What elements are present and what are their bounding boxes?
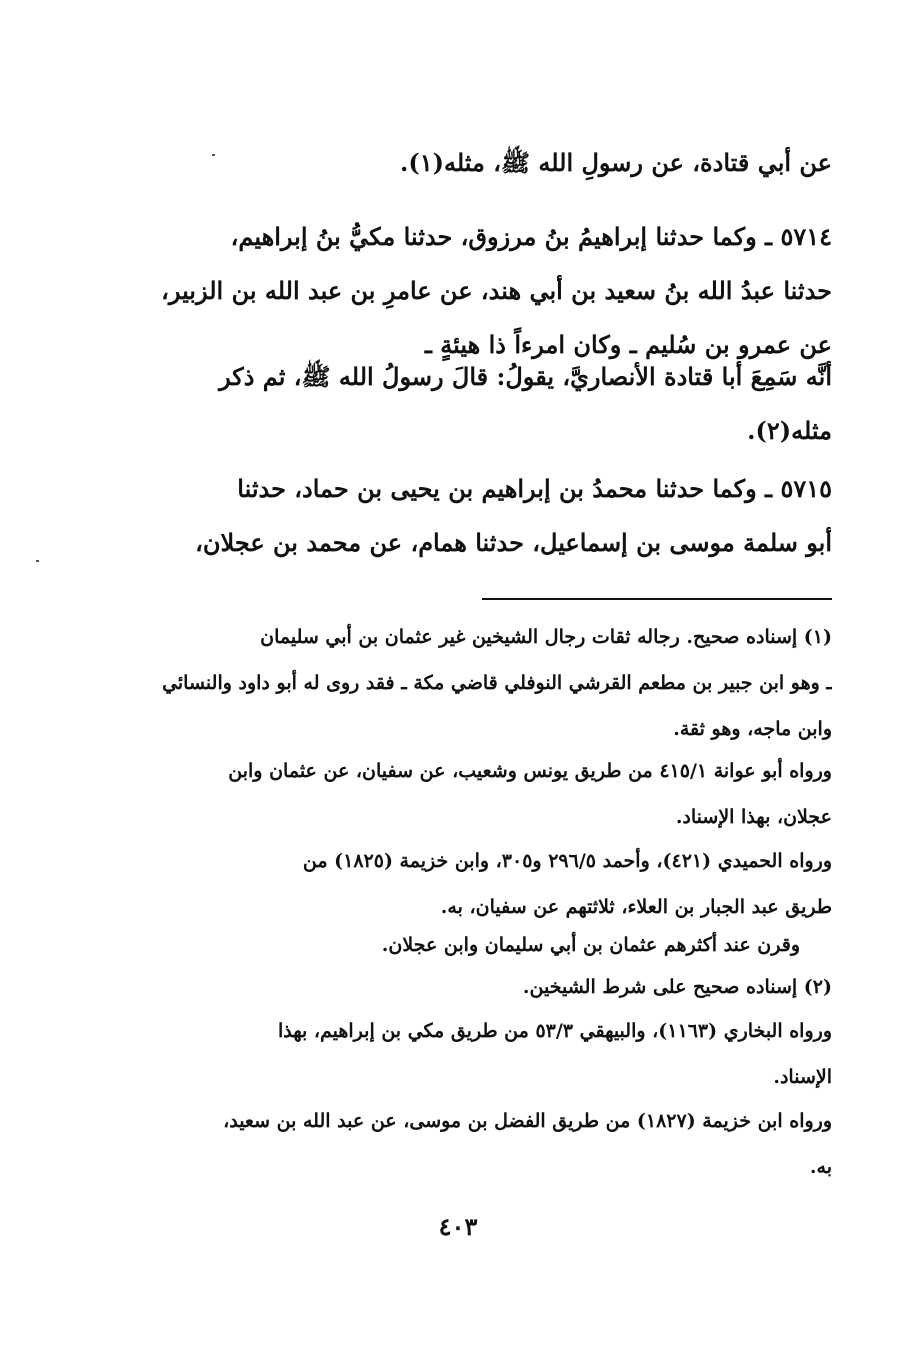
footnote-line: (١) إسناده صحيح. رجاله ثقات رجال الشيخين غير عثمان بن أبي سليمان <box>260 626 832 648</box>
page-number: ٤٠٣ <box>438 1212 478 1241</box>
hadith-5714-isnad <box>130 210 832 372</box>
footnote-line: طريق عبد الجبار بن العلاء، ثلاثتهم عن سفيان، به. <box>440 896 832 918</box>
text-line: عن أبي قتادة، عن رسولِ الله ﷺ، مثله(١). <box>400 148 832 177</box>
scan-speck <box>212 154 215 156</box>
scan-speck <box>36 560 39 562</box>
footnote-line: ورواه أبو عوانة ٤١٥/١ من طريق يونس وشعيب، عن سفيان، عن عثمان وابن <box>228 760 832 782</box>
footnote-2-paragraph-1 <box>130 964 832 1010</box>
footnote-line: به. <box>809 1156 832 1178</box>
footnote-1-paragraph-1 <box>130 614 832 752</box>
text-line: ٥٧١٥ ـ وكما حدثنا محمدُ بن إبراهيم بن يحيى بن حماد، حدثنا <box>237 474 832 503</box>
footnote-line: عجلان، بهذا الإسناد. <box>675 806 832 828</box>
text-line: أنَّه سَمِعَ أبا قتادة الأنصاريَّ، يقولُ: قالَ رسولُ الله ﷺ، ثم ذكر <box>219 362 832 391</box>
hadith-5714-matn <box>130 350 832 458</box>
text-line: ٥٧١٤ ـ وكما حدثنا إبراهيمُ بنُ مرزوق، حدثنا مكيُّ بنُ إبراهيم، <box>230 222 832 251</box>
footnote-separator <box>482 598 832 600</box>
hadith-5715-isnad <box>130 462 832 570</box>
footnote-1-paragraph-4 <box>130 922 800 968</box>
text-line: أبو سلمة موسى بن إسماعيل، حدثنا همام، عن محمد بن عجلان، <box>195 528 832 557</box>
footnote-line: ورواه البخاري (١١٦٣)، والبيهقي ٥٣/٣ من طريق مكي بن إبراهيم، بهذا <box>277 1020 832 1042</box>
footnote-line: ورواه ابن خزيمة (١٨٢٧) من طريق الفضل بن موسى، عن عبد الله بن سعيد، <box>223 1110 832 1132</box>
footnote-2-paragraph-3 <box>130 1098 832 1190</box>
text-line: حدثنا عبدُ الله بنُ سعيد بن أبي هند، عن عامرِ بن عبد الله بن الزبير، <box>161 276 832 305</box>
text-line: مثله(٢). <box>747 416 832 445</box>
footnote-2-paragraph-2 <box>130 1008 832 1100</box>
text-line: عن عمرو بن سُليم ـ وكان امرءاً ذا هيئةٍ ـ <box>424 330 832 359</box>
footnote-line: (٢) إسناده صحيح على شرط الشيخين. <box>522 976 832 998</box>
footnote-line: وقرن عند أكثرهم عثمان بن أبي سليمان وابن عجلان. <box>381 934 800 956</box>
footnote-line: وابن ماجه، وهو ثقة. <box>673 718 832 740</box>
footnote-line: ورواه الحميدي (٤٢١)، وأحمد ٢٩٦/٥ و٣٠٥، وابن خزيمة (١٨٢٥) من <box>302 850 832 872</box>
footnote-1-paragraph-2 <box>130 748 832 840</box>
footnote-1-paragraph-3 <box>130 838 832 930</box>
main-text-continuation <box>130 136 832 190</box>
footnote-line: ـ وهو ابن جبير بن مطعم القرشي النوفلي قاضي مكة ـ فقد روى له أبو داود والنسائي <box>162 672 832 694</box>
footnote-line: الإسناد. <box>773 1066 832 1088</box>
